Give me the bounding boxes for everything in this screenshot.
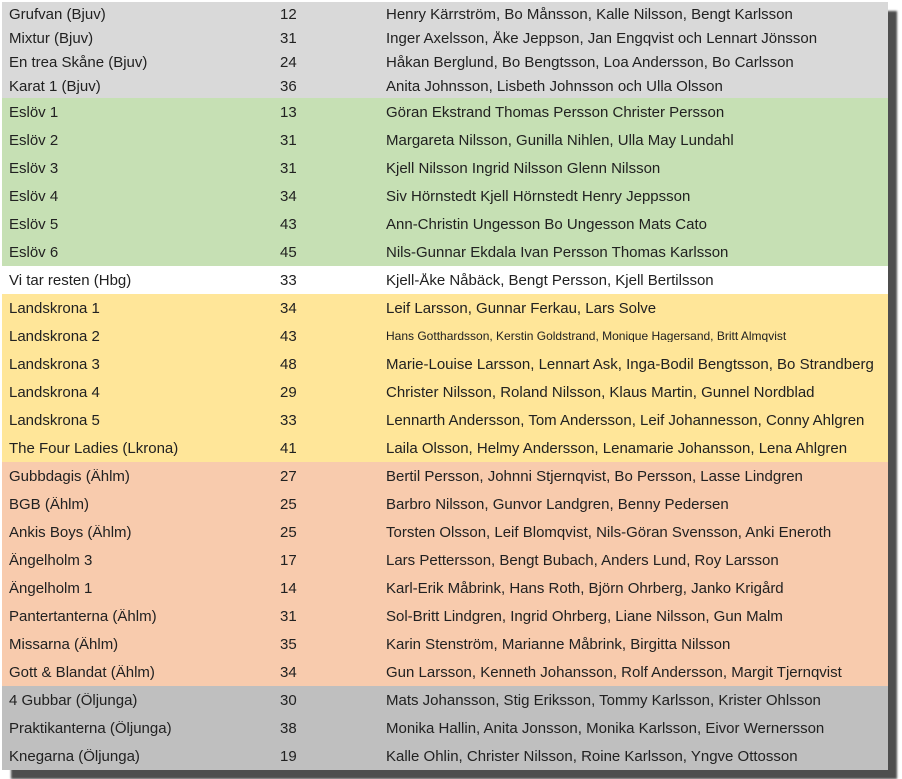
table-row [2,686,888,714]
team-count: 38 [280,720,297,736]
players-list: Håkan Berglund, Bo Bengtsson, Loa Andersson, Bo Carlsson [386,54,794,70]
team-count: 48 [280,356,297,372]
team-count: 43 [280,216,297,232]
players-list: Margareta Nilsson, Gunilla Nihlen, Ulla May Lundahl [386,132,734,148]
team-count: 17 [280,552,297,568]
team-name: Eslöv 3 [9,160,59,176]
team-name: Eslöv 1 [9,104,59,120]
players-list: Inger Axelsson, Åke Jeppson, Jan Engqvist och Lennart Jönsson [386,30,818,46]
table-row [2,518,888,546]
team-name: Ankis Boys (Ählm) [9,524,132,540]
players-list: Torsten Olsson, Leif Blomqvist, Nils-Göran Svensson, Anki Eneroth [386,524,832,540]
team-name: Eslöv 5 [9,216,59,232]
table-row [2,462,888,490]
team-count: 25 [280,524,297,540]
team-name: Gubbdagis (Ählm) [9,468,130,484]
table-row [2,490,888,518]
team-count: 13 [280,104,297,120]
players-list: Monika Hallin, Anita Jonsson, Monika Karlsson, Eivor Wernersson [386,720,825,736]
team-count: 34 [280,664,297,680]
players-list: Karl-Erik Måbrink, Hans Roth, Björn Ohrberg, Janko Krigård [386,580,784,596]
team-count: 45 [280,244,297,260]
team-name: Vi tar resten (Hbg) [9,272,132,288]
players-list: Siv Hörnstedt Kjell Hörnstedt Henry Jeppsson [386,188,691,204]
players-list: Gun Larsson, Kenneth Johansson, Rolf Andersson, Margit Tjernqvist [386,664,842,680]
team-name: Landskrona 1 [9,300,100,316]
team-count: 31 [280,132,297,148]
table-row [2,406,888,434]
team-name: Ängelholm 1 [9,580,93,596]
players-list: Leif Larsson, Gunnar Ferkau, Lars Solve [386,300,657,316]
team-name: Landskrona 4 [9,384,100,400]
team-name: Landskrona 2 [9,328,100,344]
table-row [2,714,888,742]
team-count: 24 [280,54,297,70]
team-name: Eslöv 4 [9,188,59,204]
team-name: Karat 1 (Bjuv) [9,78,101,94]
team-name: Ängelholm 3 [9,552,93,568]
players-list: Ann-Christin Ungesson Bo Ungesson Mats Cato [386,216,707,232]
team-count: 12 [280,6,297,22]
table-row [2,50,888,74]
players-list: Sol-Britt Lindgren, Ingrid Ohrberg, Liane Nilsson, Gun Malm [386,608,783,624]
table-row [2,378,888,406]
team-name: Landskrona 3 [9,356,100,372]
team-name: Mixtur (Bjuv) [9,30,94,46]
team-name: BGB (Ählm) [9,496,90,512]
players-list: Henry Kärrström, Bo Månsson, Kalle Nilsson, Bengt Karlsson [386,6,793,22]
players-list: Barbro Nilsson, Gunvor Landgren, Benny Pedersen [386,496,729,512]
team-name: 4 Gubbar (Öljunga) [9,692,138,708]
players-list: Marie-Louise Larsson, Lennart Ask, Inga-Bodil Bengtsson, Bo Strandberg [386,356,874,372]
table-row [2,126,888,154]
players-list: Hans Gotthardsson, Kerstin Goldstrand, Monique Hagersand, Britt Almqvist [386,330,787,342]
team-count: 43 [280,328,297,344]
team-name: En trea Skåne (Bjuv) [9,54,148,70]
team-count: 29 [280,384,297,400]
team-count: 31 [280,608,297,624]
team-count: 31 [280,160,297,176]
table-row [2,2,888,26]
table-row [2,574,888,602]
players-list: Lars Pettersson, Bengt Bubach, Anders Lund, Roy Larsson [386,552,779,568]
table-row [2,742,888,770]
table-row [2,210,888,238]
team-name: Eslöv 6 [9,244,59,260]
team-count: 33 [280,412,297,428]
team-count: 33 [280,272,297,288]
players-list: Nils-Gunnar Ekdala Ivan Persson Thomas Karlsson [386,244,729,260]
players-list: Laila Olsson, Helmy Andersson, Lenamarie Johansson, Lena Ahlgren [386,440,848,456]
table-row [2,658,888,686]
table-row [2,266,888,294]
team-count: 19 [280,748,297,764]
team-name: Knegarna (Öljunga) [9,748,140,764]
players-list: Göran Ekstrand Thomas Persson Christer Persson [386,104,725,120]
team-name: Gott & Blandat (Ählm) [9,664,155,680]
table-row [2,182,888,210]
table-row [2,294,888,322]
table-row [2,154,888,182]
team-count: 41 [280,440,297,456]
table-row [2,630,888,658]
team-count: 25 [280,496,297,512]
players-list: Anita Johnsson, Lisbeth Johnsson och Ulla Olsson [386,78,723,94]
players-list: Kalle Ohlin, Christer Nilsson, Roine Karlsson, Yngve Ottosson [386,748,798,764]
table-row [2,602,888,630]
table-row [2,26,888,50]
table-row [2,74,888,98]
table-row [2,322,888,350]
team-name: Praktikanterna (Öljunga) [9,720,172,736]
team-name: Pantertanterna (Ählm) [9,608,157,624]
results-table [2,2,888,770]
players-list: Kjell-Åke Nåbäck, Bengt Persson, Kjell Bertilsson [386,272,714,288]
table-row [2,98,888,126]
table-row [2,434,888,462]
team-name: Landskrona 5 [9,412,100,428]
players-list: Mats Johansson, Stig Eriksson, Tommy Karlsson, Krister Ohlsson [386,692,821,708]
table-row [2,238,888,266]
team-count: 35 [280,636,297,652]
players-list: Lennarth Andersson, Tom Andersson, Leif Johannesson, Conny Ahlgren [386,412,865,428]
players-list: Karin Stenström, Marianne Måbrink, Birgitta Nilsson [386,636,731,652]
team-name: Eslöv 2 [9,132,59,148]
team-count: 34 [280,300,297,316]
team-count: 36 [280,78,297,94]
team-name: Grufvan (Bjuv) [9,6,106,22]
players-list: Bertil Persson, Johnni Stjernqvist, Bo Persson, Lasse Lindgren [386,468,803,484]
team-count: 31 [280,30,297,46]
players-list: Christer Nilsson, Roland Nilsson, Klaus Martin, Gunnel Nordblad [386,384,815,400]
team-name: The Four Ladies (Lkrona) [9,440,179,456]
team-count: 27 [280,468,297,484]
table-row [2,546,888,574]
team-count: 30 [280,692,297,708]
team-count: 34 [280,188,297,204]
team-count: 14 [280,580,297,596]
players-list: Kjell Nilsson Ingrid Nilsson Glenn Nilsson [386,160,661,176]
table-row [2,350,888,378]
team-name: Missarna (Ählm) [9,636,119,652]
